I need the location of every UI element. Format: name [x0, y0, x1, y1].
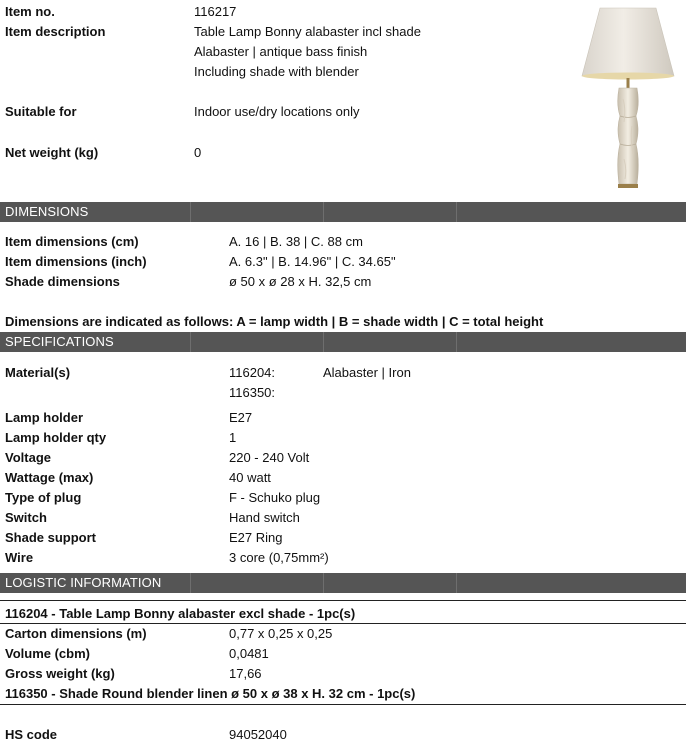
lamp-holder-qty-value: 1: [229, 430, 237, 445]
package-1-title: 116204 - Table Lamp Bonny alabaster excl shade - 1pc(s): [5, 606, 356, 621]
table-lamp-icon: [578, 4, 678, 194]
specifications-section-title: SPECIFICATIONS: [5, 334, 114, 349]
volume-value: 0,0481: [229, 646, 269, 661]
hs-code-value: 94052040: [229, 727, 287, 742]
dimension-value-cm: A. 16 | B. 38 | C. 88 cm: [229, 234, 363, 249]
voltage-label: Voltage: [5, 450, 51, 465]
switch-label: Switch: [5, 510, 47, 525]
item-no-value: 116217: [194, 4, 237, 19]
gross-weight-label: Gross weight (kg): [5, 666, 115, 681]
dimensions-note: Dimensions are indicated as follows: A = lamp width | B = shade width | C = total height: [5, 314, 544, 329]
item-description-line-3: Including shade with blender: [194, 64, 359, 79]
lamp-holder-qty-label: Lamp holder qty: [5, 430, 107, 445]
plug-type-label: Type of plug: [5, 490, 82, 505]
shade-dimensions-value: ø 50 x ø 28 x H. 32,5 cm: [229, 274, 372, 289]
volume-label: Volume (cbm): [5, 646, 90, 661]
hs-code-label: HS code: [5, 727, 58, 742]
suitable-for-label: Suitable for: [5, 104, 77, 119]
lamp-holder-label: Lamp holder: [5, 410, 84, 425]
suitable-for-value: Indoor use/dry locations only: [194, 104, 360, 119]
dimensions-section-title: DIMENSIONS: [5, 204, 89, 219]
plug-type-value: F - Schuko plug: [229, 490, 321, 505]
materials-label: Material(s): [5, 365, 71, 380]
logistic-section-title: LOGISTIC INFORMATION: [5, 575, 162, 590]
dimension-value-inch: A. 6.3" | B. 14.96" | C. 34.65": [229, 254, 396, 269]
shade-support-label: Shade support: [5, 530, 97, 545]
switch-value: Hand switch: [229, 510, 300, 525]
shade-support-value: E27 Ring: [229, 530, 283, 545]
wire-label: Wire: [5, 550, 34, 565]
item-description-line-1: Table Lamp Bonny alabaster incl shade: [194, 24, 421, 39]
dimension-label-cm: Item dimensions (cm): [5, 234, 139, 249]
gross-weight-value: 17,66: [229, 666, 262, 681]
divider: [0, 623, 686, 624]
wattage-value: 40 watt: [229, 470, 271, 485]
wire-value: 3 core (0,75mm²): [229, 550, 329, 565]
wattage-label: Wattage (max): [5, 470, 94, 485]
material-value: Alabaster | Iron: [323, 365, 411, 380]
divider: [0, 704, 686, 705]
carton-dimensions-label: Carton dimensions (m): [5, 626, 147, 641]
item-description-label: Item description: [5, 24, 106, 39]
dimensions-section-header: [0, 202, 686, 222]
voltage-value: 220 - 240 Volt: [229, 450, 310, 465]
dimension-label-inch: Item dimensions (inch): [5, 254, 147, 269]
logistic-section-header: [0, 573, 686, 593]
item-no-label: Item no.: [5, 4, 55, 19]
net-weight-value: 0: [194, 145, 202, 160]
material-code-2: 116350:: [229, 385, 276, 400]
carton-dimensions-value: 0,77 x 0,25 x 0,25: [229, 626, 333, 641]
package-2-title: 116350 - Shade Round blender linen ø 50 x ø 38 x H. 32 cm - 1pc(s): [5, 686, 416, 701]
material-code-1: 116204:: [229, 365, 276, 380]
net-weight-label: Net weight (kg): [5, 145, 99, 160]
lamp-holder-value: E27: [229, 410, 253, 425]
divider: [0, 600, 686, 601]
specifications-section-header: [0, 332, 686, 352]
item-description-line-2: Alabaster | antique bass finish: [194, 44, 368, 59]
shade-dimensions-label: Shade dimensions: [5, 274, 120, 289]
